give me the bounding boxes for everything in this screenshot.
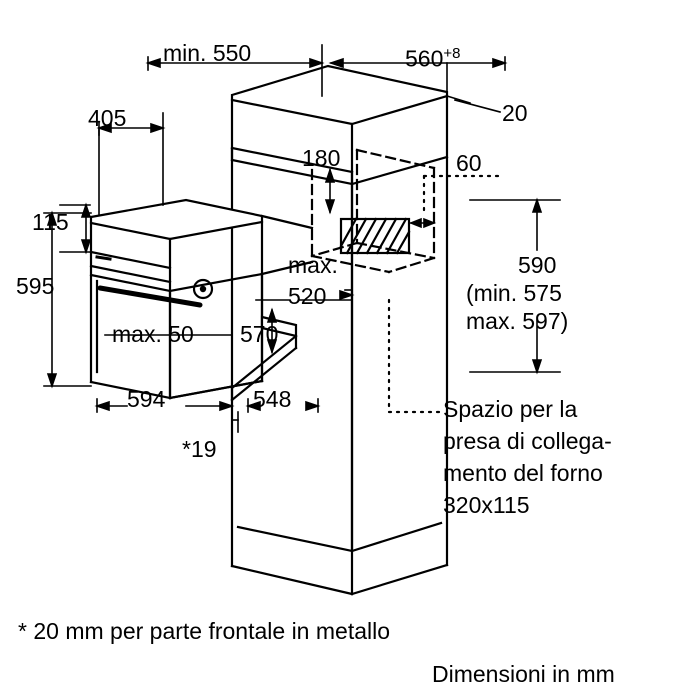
label-560-plus8: $560^{+8}$ [405, 45, 461, 72]
socket-note-line-2: presa di collega- [443, 428, 612, 454]
socket-note-line-3: mento del forno [443, 460, 603, 486]
socket-note-line-4: 320x115 [443, 492, 530, 518]
footnote: * 20 mm per parte frontale in metallo [18, 618, 391, 644]
socket-note-line-1: Spazio per la [443, 396, 578, 422]
label-60: 60 [456, 150, 482, 176]
label-570: 570 [240, 321, 279, 347]
label-20: 20 [502, 100, 528, 126]
label-max-50: max. 50 [112, 321, 194, 347]
label-595: 595 [16, 273, 55, 299]
label-548: 548 [253, 386, 292, 412]
label-594: 594 [127, 386, 166, 412]
label-590: 590 [518, 252, 557, 278]
label-405: 405 [88, 105, 127, 131]
label-min-550: min. 550 [163, 40, 252, 66]
label-max-520-line2: 520 [288, 283, 327, 309]
label-star-19: *19 [182, 436, 217, 462]
label-max-520-line1: max. [288, 252, 338, 278]
units-note: Dimensioni in mm [432, 661, 615, 687]
label-max-597: max. 597) [466, 308, 569, 334]
label-115: 115 [32, 209, 69, 235]
label-min-575: (min. 575 [466, 280, 562, 306]
label-180: 180 [302, 145, 341, 171]
